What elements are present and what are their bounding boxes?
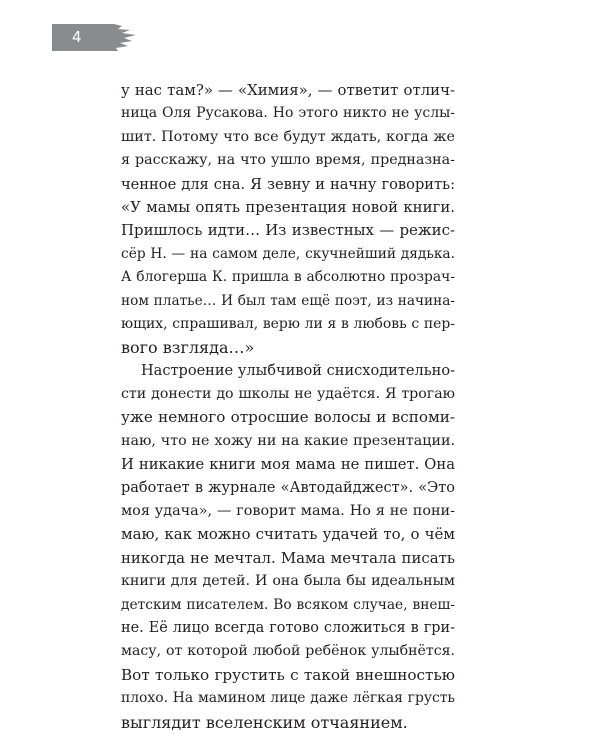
text-line: вого взгляда…» — [121, 338, 255, 358]
text-line: Настроение улыбчивой снисходительно- — [141, 362, 455, 379]
text-line: масу, от которой любой ребёнок улыбнётся. — [121, 643, 455, 660]
text-line: плохо. На мамином лице даже лёгкая грусть — [121, 690, 455, 707]
text-line: работает в журнале «Автодайджест». «Это — [121, 479, 455, 496]
page-number-tab — [52, 24, 140, 51]
text-line: ница Оля Русакова. Но этого никто не услы- — [121, 105, 455, 122]
text-line: И никакие книги моя мама не пишет. Она — [121, 456, 455, 474]
text-line: ченное для сна. Я зевну и начну говорить: — [121, 175, 455, 193]
text-line: книги для детей. И она была бы идеальным — [121, 573, 455, 590]
brush-stroke-tab-icon — [52, 24, 140, 51]
text-line: никогда не мечтал. Мама мечтала писать — [121, 548, 455, 567]
text-line: сти донести до школы не удаётся. Я трогаю — [121, 386, 455, 403]
page-number: 4 — [72, 28, 82, 46]
text-line: у нас там?» — «Химия», — ответит отлич- — [121, 81, 455, 99]
text-line: я расскажу, на что ушло время, предназна- — [121, 152, 455, 169]
text-line: детским писателем. Во всяком случае, внеш- — [121, 596, 455, 613]
paragraph — [121, 79, 455, 360]
text-line: моя удача», — говорит мама. Но я не пони- — [121, 503, 455, 520]
text-line: Пришлось идти… Из известных — режис- — [121, 221, 455, 240]
text-line: наю, что не хожу ни на какие презентации. — [121, 432, 455, 449]
text-line: не. Её лицо всегда готово сложиться в гри- — [121, 619, 455, 636]
text-line: шит. Потому что все будут ждать, когда же — [121, 128, 455, 145]
paragraph — [121, 360, 455, 734]
text-line: маю, как можно считать удачей то, о чём — [121, 525, 455, 544]
text-line: А блогерша К. пришла в абсолютно прозрач- — [121, 269, 455, 286]
text-line: «У мамы опять презентация новой книги. — [121, 197, 455, 216]
text-line: ном платье… И был там ещё поэт, из начина- — [121, 292, 455, 309]
body-text — [121, 79, 455, 734]
text-line: уже немного отросшие волосы и вспоми- — [121, 408, 455, 427]
text-line: выглядит вселенским отчаянием. — [121, 712, 408, 732]
text-line: сёр Н. — на самом деле, скучнейший дядька. — [121, 245, 455, 262]
text-line: Вот только грустить с такой внешностью — [121, 665, 455, 684]
text-line: ющих, спрашивал, верю ли я в любовь с пер- — [121, 315, 455, 332]
